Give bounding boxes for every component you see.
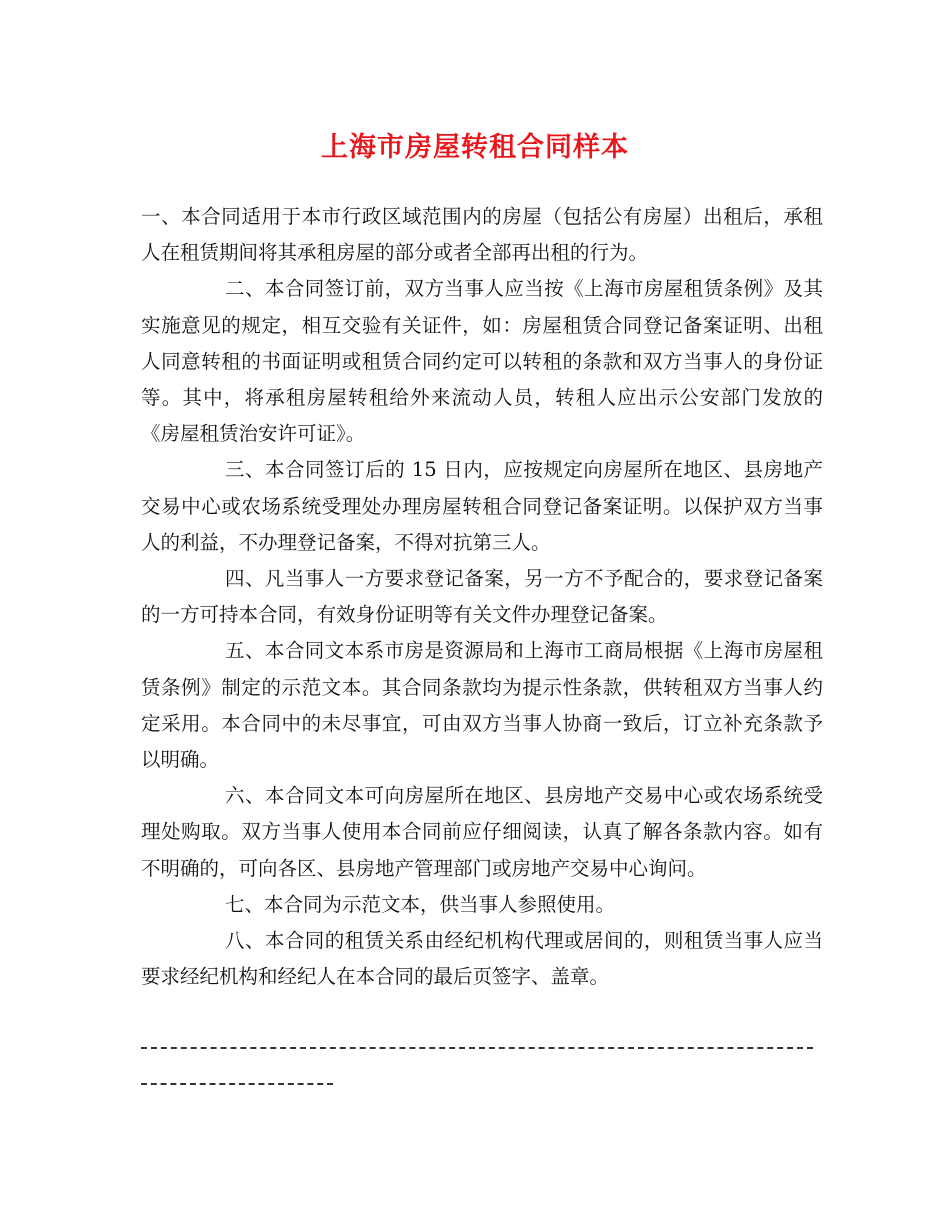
clause-7: 七、本合同为示范文本，供当事人参照使用。 <box>225 892 616 916</box>
clause-1: 一、本合同适用于本市行政区域范围内的房屋（包括公有房屋）出租后，承租人在租赁期间将其承租房屋的部分或者全部再出租的行为。 <box>141 205 823 265</box>
clause-8: 八、本合同的租赁关系由经纪机构代理或居间的，则租赁当事人应当要求经纪机构和经纪人在本合同的最后页签字、盖章。 <box>141 929 823 989</box>
clause-2: 二、本合同签订前，双方当事人应当按《上海市房屋租赁条例》及其实施意见的规定，相互交验有关证件，如：房屋租赁合同登记备案证明、出租人同意转租的书面证明或租赁合同约定可以转租的条款和双方当事人的身份证等。其中，将承租房屋转租给外来流动人员，转租人应出示公安部门发放的《房屋租赁治安许可证》。 <box>141 277 823 446</box>
document-body <box>141 199 823 995</box>
clause-4: 四、凡当事人一方要求登记备案，另一方不予配合的，要求登记备案的一方可持本合同，有效身份证明等有关文件办理登记备案。 <box>141 567 823 627</box>
clause-3: 三、本合同签订后的 15 日内，应按规定向房屋所在地区、县房地产交易中心或农场系统受理处办理房屋转租合同登记备案证明。以保护双方当事人的利益，不办理登记备案，不得对抗第三人。 <box>141 458 823 554</box>
clause-5: 五、本合同文本系市房是资源局和上海市工商局根据《上海市房屋租赁条例》制定的示范文本。其合同条款均为提示性条款，供转租双方当事人约定采用。本合同中的未尽事宜，可由双方当事人协商一致后，订立补充条款予以明确。 <box>141 639 823 772</box>
clause-6: 六、本合同文本可向房屋所在地区、县房地产交易中心或农场系统受理处购取。双方当事人使用本合同前应仔细阅读，认真了解各条款内容。如有不明确的，可向各区、县房地产管理部门或房地产交易中心询问。 <box>141 784 823 880</box>
document-title: 上海市房屋转租合同样本 <box>321 132 629 163</box>
dashed-separator-line-short <box>141 1083 333 1085</box>
dashed-separator-line <box>141 1047 813 1049</box>
